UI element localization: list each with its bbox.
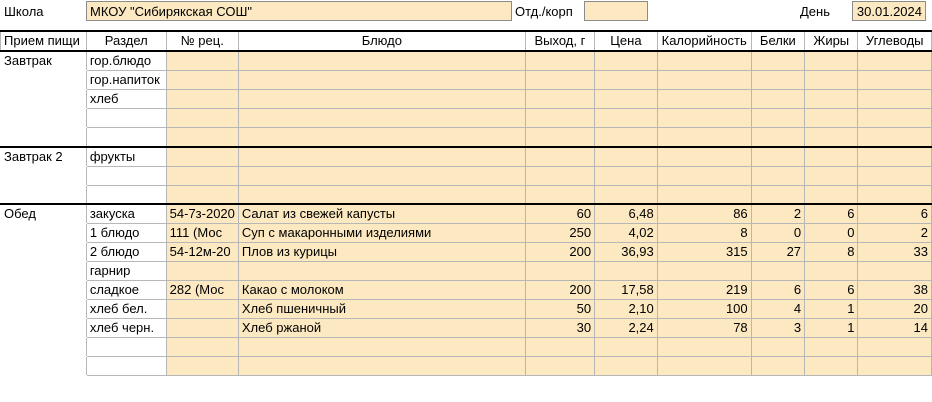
- carbs-cell[interactable]: 14: [858, 319, 932, 338]
- protein-cell[interactable]: 0: [751, 224, 804, 243]
- kcal-cell[interactable]: [657, 51, 751, 71]
- meal-cell[interactable]: [1, 109, 87, 128]
- price-cell[interactable]: [595, 71, 658, 90]
- recipe-cell[interactable]: [166, 185, 238, 204]
- table-row: [1, 243, 932, 262]
- section-cell[interactable]: [86, 185, 166, 204]
- carbs-cell[interactable]: [858, 109, 932, 128]
- kcal-cell[interactable]: 219: [657, 281, 751, 300]
- kcal-cell[interactable]: [657, 109, 751, 128]
- recipe-cell[interactable]: [166, 109, 238, 128]
- table-row: [1, 90, 932, 109]
- recipe-cell[interactable]: [166, 166, 238, 185]
- kcal-cell[interactable]: [657, 90, 751, 109]
- carbs-cell[interactable]: [858, 166, 932, 185]
- protein-cell[interactable]: 4: [751, 300, 804, 319]
- yield-cell[interactable]: 60: [525, 204, 594, 224]
- table-row: [1, 357, 932, 376]
- price-cell[interactable]: 17,58: [595, 281, 658, 300]
- kcal-cell[interactable]: [657, 262, 751, 281]
- carbs-cell[interactable]: [858, 147, 932, 167]
- protein-cell[interactable]: [751, 185, 804, 204]
- kcal-cell[interactable]: [657, 128, 751, 147]
- fat-cell[interactable]: [805, 357, 858, 376]
- protein-cell[interactable]: [751, 90, 804, 109]
- fat-cell[interactable]: 8: [805, 243, 858, 262]
- fat-cell[interactable]: [805, 71, 858, 90]
- yield-cell[interactable]: [525, 90, 594, 109]
- table-row: [1, 281, 932, 300]
- school-value-cell[interactable]: МКОУ "Сибирякская СОШ": [86, 1, 512, 21]
- table-row: [1, 204, 932, 224]
- column-header[interactable]: Раздел: [86, 31, 166, 51]
- meal-cell[interactable]: [1, 166, 87, 185]
- column-header[interactable]: Прием пищи: [1, 31, 87, 51]
- recipe-cell[interactable]: [166, 71, 238, 90]
- yield-cell[interactable]: 250: [525, 224, 594, 243]
- carbs-cell[interactable]: 38: [858, 281, 932, 300]
- protein-cell[interactable]: 27: [751, 243, 804, 262]
- dept-label: Отд./корп: [515, 4, 573, 19]
- dish-cell[interactable]: [238, 90, 525, 109]
- column-header[interactable]: Калорийность: [657, 31, 751, 51]
- carbs-cell[interactable]: [858, 262, 932, 281]
- school-label: Школа: [4, 4, 44, 19]
- kcal-cell[interactable]: [657, 166, 751, 185]
- meal-cell[interactable]: [1, 224, 87, 243]
- recipe-cell[interactable]: 111 (Мос: [166, 224, 238, 243]
- fat-cell[interactable]: [805, 51, 858, 71]
- price-cell[interactable]: 36,93: [595, 243, 658, 262]
- fat-cell[interactable]: [805, 185, 858, 204]
- fat-cell[interactable]: [805, 262, 858, 281]
- section-cell[interactable]: хлеб бел.: [86, 300, 166, 319]
- dish-cell[interactable]: Хлеб пшеничный: [238, 300, 525, 319]
- kcal-cell[interactable]: [657, 185, 751, 204]
- table-row: [1, 109, 932, 128]
- meal-cell[interactable]: [1, 281, 87, 300]
- carbs-cell[interactable]: 2: [858, 224, 932, 243]
- dish-cell[interactable]: [238, 71, 525, 90]
- price-cell[interactable]: 6,48: [595, 204, 658, 224]
- meal-label[interactable]: Завтрак: [1, 51, 87, 71]
- carbs-cell[interactable]: [858, 71, 932, 90]
- section-cell[interactable]: гор.блюдо: [86, 51, 166, 71]
- column-header[interactable]: Белки: [751, 31, 804, 51]
- dish-cell[interactable]: [238, 128, 525, 147]
- protein-cell[interactable]: [751, 51, 804, 71]
- yield-cell[interactable]: [525, 166, 594, 185]
- carbs-cell[interactable]: 20: [858, 300, 932, 319]
- protein-cell[interactable]: 2: [751, 204, 804, 224]
- protein-cell[interactable]: [751, 166, 804, 185]
- price-cell[interactable]: 4,02: [595, 224, 658, 243]
- kcal-cell[interactable]: 8: [657, 224, 751, 243]
- yield-cell[interactable]: [525, 147, 594, 167]
- table-row: [1, 51, 932, 71]
- table-row: [1, 224, 932, 243]
- table-row: [1, 166, 932, 185]
- yield-cell[interactable]: [525, 357, 594, 376]
- section-cell[interactable]: [86, 338, 166, 357]
- section-cell[interactable]: гор.напиток: [86, 71, 166, 90]
- fat-cell[interactable]: [805, 166, 858, 185]
- dish-cell[interactable]: [238, 51, 525, 71]
- section-cell[interactable]: [86, 109, 166, 128]
- kcal-cell[interactable]: [657, 147, 751, 167]
- column-header[interactable]: Блюдо: [238, 31, 525, 51]
- price-cell[interactable]: [595, 166, 658, 185]
- meal-label[interactable]: Завтрак 2: [1, 147, 87, 167]
- dish-cell[interactable]: Суп с макаронными изделиями: [238, 224, 525, 243]
- yield-cell[interactable]: [525, 338, 594, 357]
- carbs-cell[interactable]: [858, 338, 932, 357]
- fat-cell[interactable]: [805, 338, 858, 357]
- protein-cell[interactable]: 3: [751, 319, 804, 338]
- recipe-cell[interactable]: [166, 338, 238, 357]
- recipe-cell[interactable]: [166, 90, 238, 109]
- carbs-cell[interactable]: [858, 90, 932, 109]
- yield-cell[interactable]: 200: [525, 243, 594, 262]
- kcal-cell[interactable]: [657, 338, 751, 357]
- table-row: [1, 338, 932, 357]
- section-cell[interactable]: 2 блюдо: [86, 243, 166, 262]
- section-cell[interactable]: [86, 357, 166, 376]
- table-row: [1, 319, 932, 338]
- recipe-cell[interactable]: 54-12м-20: [166, 243, 238, 262]
- table-row: [1, 71, 932, 90]
- recipe-cell[interactable]: [166, 147, 238, 167]
- kcal-cell[interactable]: [657, 357, 751, 376]
- fat-cell[interactable]: 1: [805, 319, 858, 338]
- protein-cell[interactable]: [751, 147, 804, 167]
- price-cell[interactable]: [595, 357, 658, 376]
- recipe-cell[interactable]: [166, 319, 238, 338]
- column-header[interactable]: № рец.: [166, 31, 238, 51]
- carbs-cell[interactable]: 6: [858, 204, 932, 224]
- meal-cell[interactable]: [1, 338, 87, 357]
- day-label: День: [800, 4, 830, 19]
- meal-cell[interactable]: [1, 262, 87, 281]
- price-cell[interactable]: [595, 90, 658, 109]
- meal-cell[interactable]: [1, 357, 87, 376]
- carbs-cell[interactable]: [858, 185, 932, 204]
- carbs-cell[interactable]: [858, 128, 932, 147]
- column-header-row: [1, 31, 932, 51]
- protein-cell[interactable]: 6: [751, 281, 804, 300]
- price-cell[interactable]: [595, 338, 658, 357]
- recipe-cell[interactable]: 54-7з-2020: [166, 204, 238, 224]
- column-header[interactable]: Углеводы: [858, 31, 932, 51]
- dish-cell[interactable]: Хлеб ржаной: [238, 319, 525, 338]
- dish-cell[interactable]: [238, 166, 525, 185]
- fat-cell[interactable]: [805, 128, 858, 147]
- protein-cell[interactable]: [751, 357, 804, 376]
- protein-cell[interactable]: [751, 71, 804, 90]
- kcal-cell[interactable]: 315: [657, 243, 751, 262]
- dish-cell[interactable]: Салат из свежей капусты: [238, 204, 525, 224]
- yield-cell[interactable]: [525, 128, 594, 147]
- price-cell[interactable]: [595, 51, 658, 71]
- recipe-cell[interactable]: [166, 357, 238, 376]
- dish-cell[interactable]: [238, 109, 525, 128]
- column-header[interactable]: Цена: [595, 31, 658, 51]
- meal-cell[interactable]: [1, 300, 87, 319]
- section-cell[interactable]: 1 блюдо: [86, 224, 166, 243]
- column-header[interactable]: Выход, г: [525, 31, 594, 51]
- meal-cell[interactable]: [1, 243, 87, 262]
- dish-cell[interactable]: [238, 147, 525, 167]
- recipe-cell[interactable]: [166, 262, 238, 281]
- protein-cell[interactable]: [751, 338, 804, 357]
- fat-cell[interactable]: 6: [805, 204, 858, 224]
- dish-cell[interactable]: Какао с молоком: [238, 281, 525, 300]
- fat-cell[interactable]: [805, 109, 858, 128]
- price-cell[interactable]: [595, 185, 658, 204]
- yield-cell[interactable]: 30: [525, 319, 594, 338]
- recipe-cell[interactable]: [166, 128, 238, 147]
- section-cell[interactable]: гарнир: [86, 262, 166, 281]
- section-cell[interactable]: [86, 166, 166, 185]
- yield-cell[interactable]: [525, 51, 594, 71]
- section-cell[interactable]: хлеб черн.: [86, 319, 166, 338]
- dish-cell[interactable]: [238, 262, 525, 281]
- table-row: [1, 128, 932, 147]
- section-cell[interactable]: фрукты: [86, 147, 166, 167]
- fat-cell[interactable]: 0: [805, 224, 858, 243]
- yield-cell[interactable]: [525, 185, 594, 204]
- kcal-cell[interactable]: 78: [657, 319, 751, 338]
- section-cell[interactable]: закуска: [86, 204, 166, 224]
- fat-cell[interactable]: 6: [805, 281, 858, 300]
- meal-cell[interactable]: [1, 185, 87, 204]
- dish-cell[interactable]: [238, 338, 525, 357]
- yield-cell[interactable]: 200: [525, 281, 594, 300]
- carbs-cell[interactable]: [858, 51, 932, 71]
- dept-value-cell[interactable]: [584, 1, 648, 21]
- protein-cell[interactable]: [751, 262, 804, 281]
- protein-cell[interactable]: [751, 109, 804, 128]
- dish-cell[interactable]: [238, 185, 525, 204]
- price-cell[interactable]: [595, 128, 658, 147]
- meal-cell[interactable]: [1, 90, 87, 109]
- kcal-cell[interactable]: 100: [657, 300, 751, 319]
- price-cell[interactable]: [595, 147, 658, 167]
- protein-cell[interactable]: [751, 128, 804, 147]
- price-cell[interactable]: [595, 262, 658, 281]
- column-header[interactable]: Жиры: [805, 31, 858, 51]
- table-row: [1, 300, 932, 319]
- meal-cell[interactable]: [1, 128, 87, 147]
- recipe-cell[interactable]: [166, 51, 238, 71]
- fat-cell[interactable]: [805, 147, 858, 167]
- dish-cell[interactable]: [238, 357, 525, 376]
- carbs-cell[interactable]: 33: [858, 243, 932, 262]
- carbs-cell[interactable]: [858, 357, 932, 376]
- section-cell[interactable]: [86, 128, 166, 147]
- meal-cell[interactable]: [1, 71, 87, 90]
- recipe-cell[interactable]: [166, 300, 238, 319]
- table-row: [1, 262, 932, 281]
- day-value-cell[interactable]: 30.01.2024: [852, 1, 926, 21]
- meal-cell[interactable]: [1, 319, 87, 338]
- kcal-cell[interactable]: 86: [657, 204, 751, 224]
- section-cell[interactable]: хлеб: [86, 90, 166, 109]
- menu-table: [0, 30, 932, 376]
- yield-cell[interactable]: 50: [525, 300, 594, 319]
- price-cell[interactable]: 2,10: [595, 300, 658, 319]
- fat-cell[interactable]: [805, 90, 858, 109]
- yield-cell[interactable]: [525, 262, 594, 281]
- yield-cell[interactable]: [525, 109, 594, 128]
- yield-cell[interactable]: [525, 71, 594, 90]
- recipe-cell[interactable]: 282 (Мос: [166, 281, 238, 300]
- price-cell[interactable]: [595, 109, 658, 128]
- dish-cell[interactable]: Плов из курицы: [238, 243, 525, 262]
- price-cell[interactable]: 2,24: [595, 319, 658, 338]
- meal-label[interactable]: Обед: [1, 204, 87, 224]
- table-row: [1, 185, 932, 204]
- kcal-cell[interactable]: [657, 71, 751, 90]
- fat-cell[interactable]: 1: [805, 300, 858, 319]
- section-cell[interactable]: сладкое: [86, 281, 166, 300]
- table-row: [1, 147, 932, 167]
